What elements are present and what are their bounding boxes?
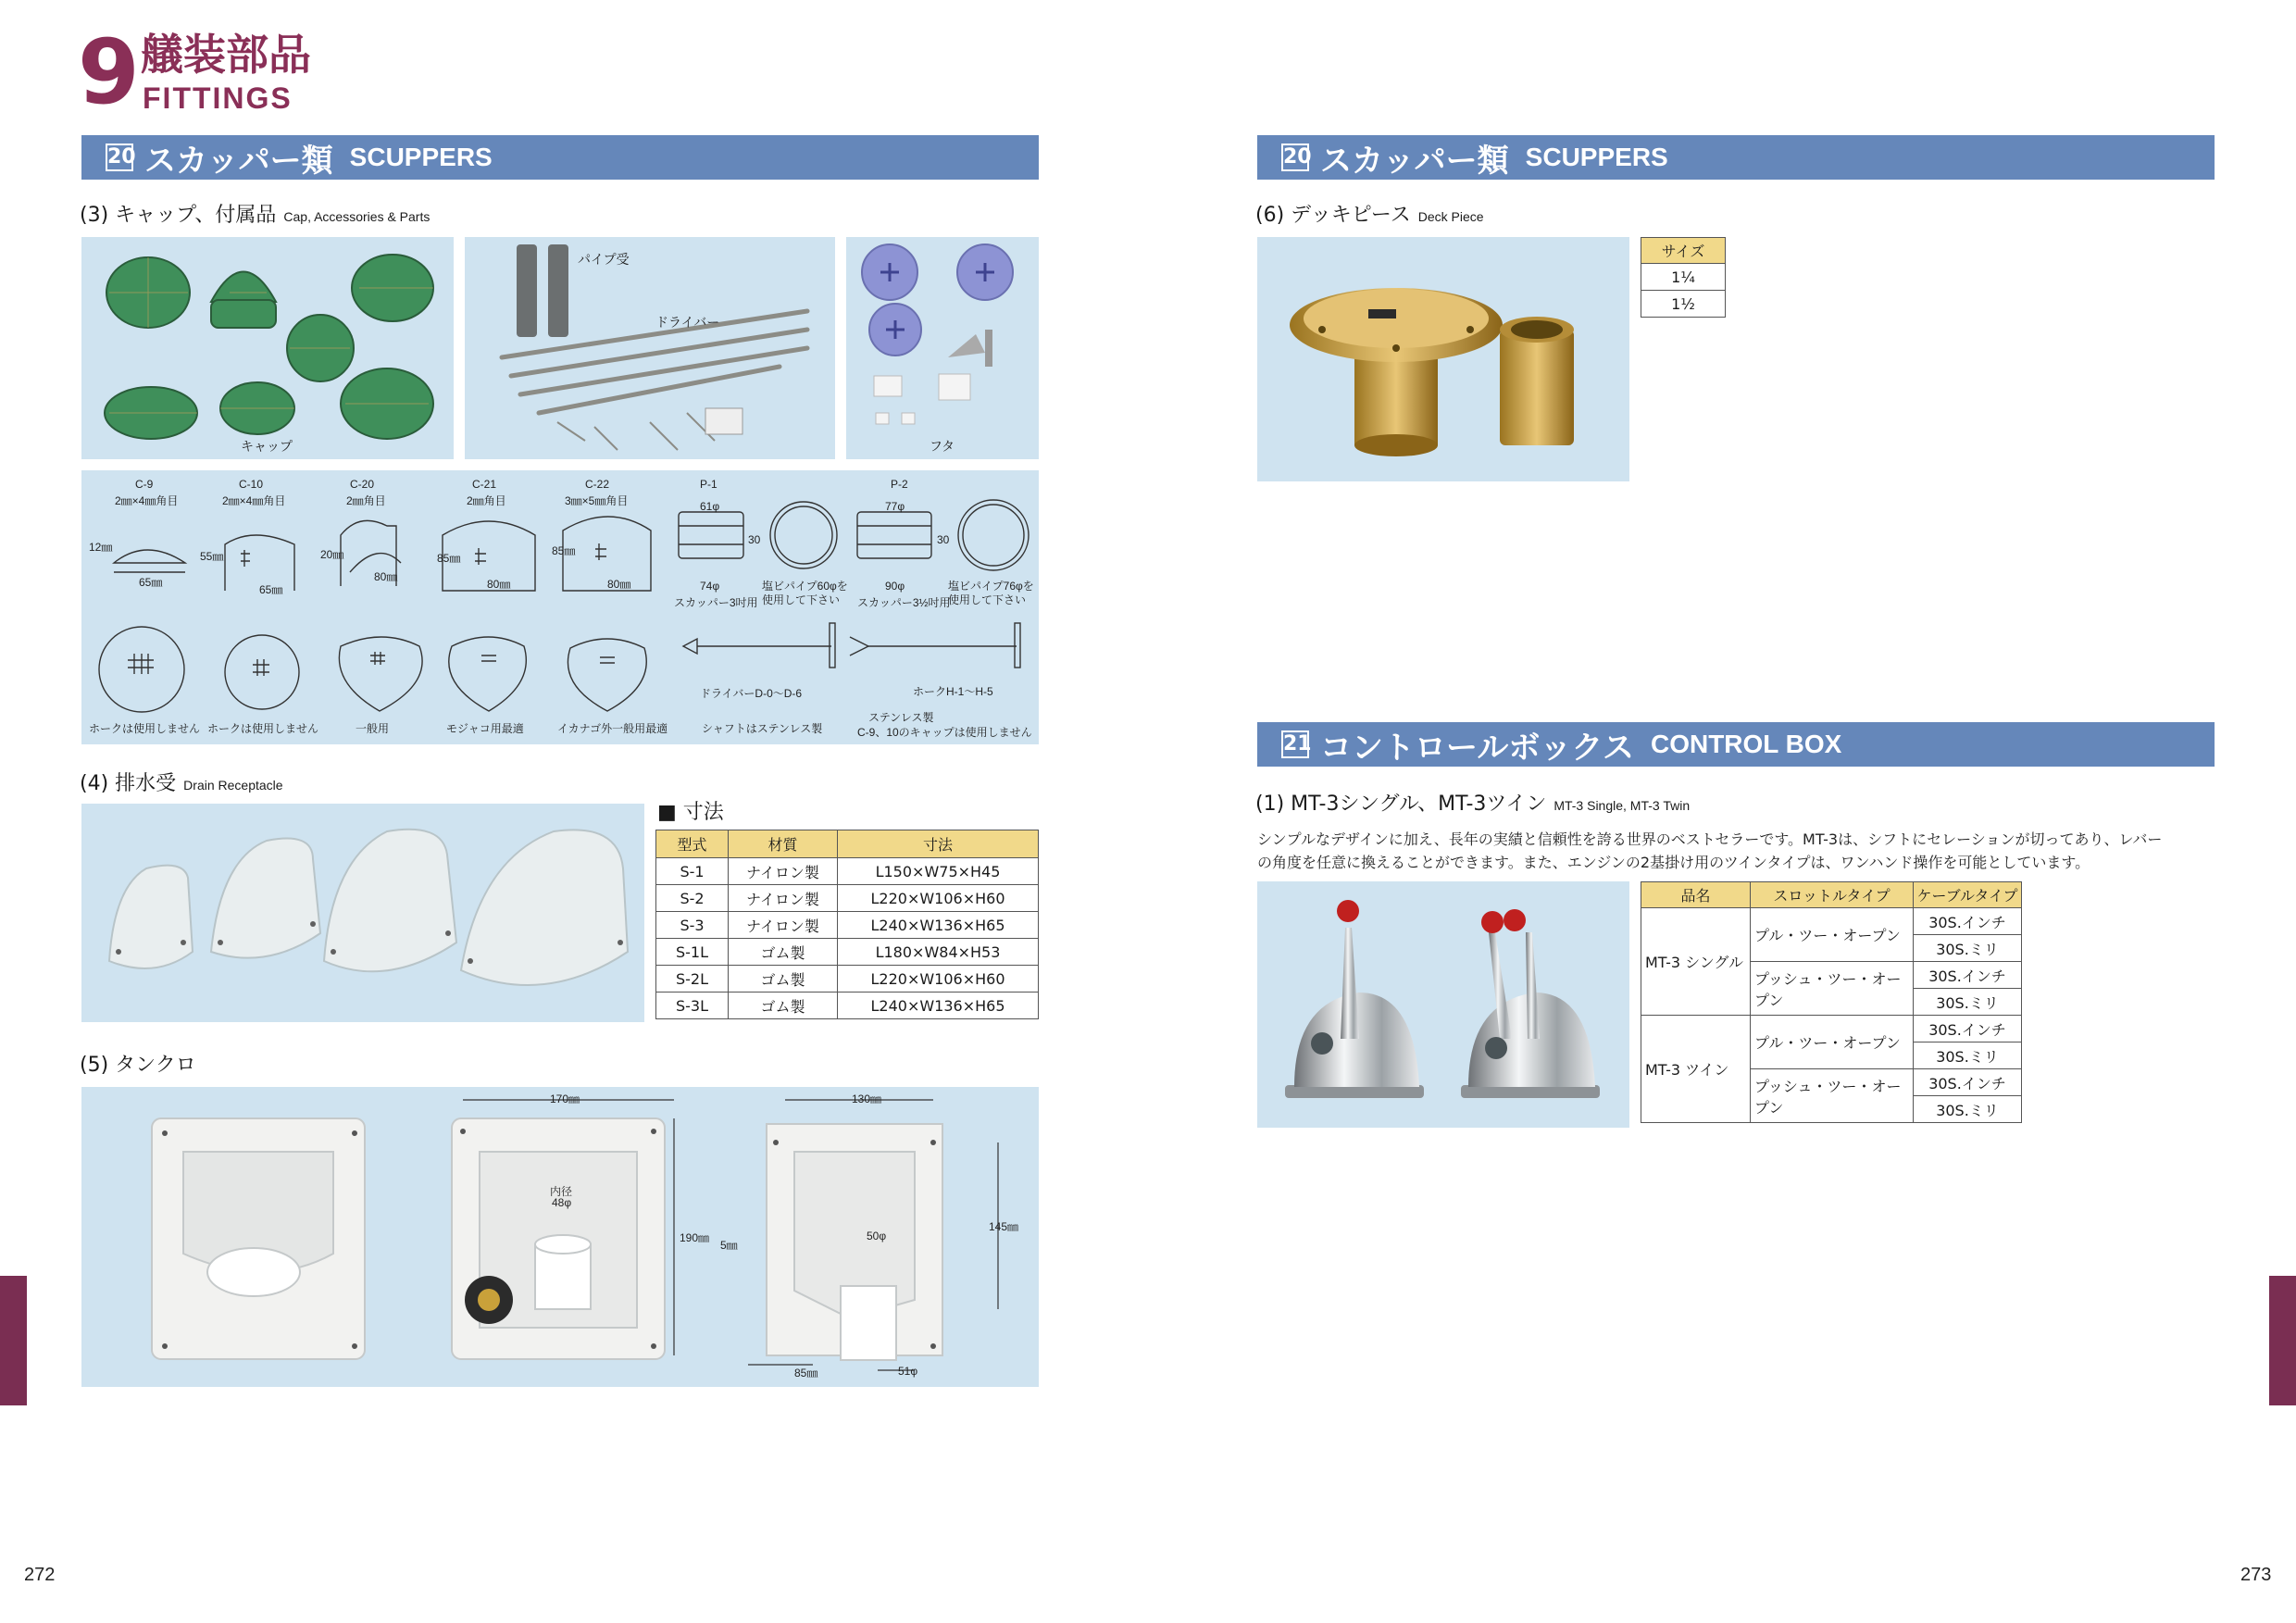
table-row: [1641, 1016, 2022, 1042]
caption-c22-note: イカナゴ外一般用最適: [557, 722, 668, 735]
table-row: [656, 858, 1039, 885]
subsection-4-title-en: Drain Receptacle: [183, 778, 283, 793]
col-header-product: 品名: [1641, 882, 1751, 908]
cell-dimension: L220×W106×H60: [838, 885, 1039, 912]
caption-shaft-note: シャフトはステンレス製: [702, 722, 823, 735]
dim-c20-height: 20㎜: [320, 548, 344, 561]
photo-tankuro: [81, 1087, 1039, 1387]
dim-c22-width: 80㎜: [607, 578, 631, 591]
drain-receptacle-illustration: [81, 804, 644, 1022]
tankuro-illustration: [81, 1087, 1039, 1387]
chapter-side-tab-left: [0, 1276, 27, 1405]
cell-throttle: プッシュ・ツー・オープン: [1751, 962, 1914, 1016]
dim-c9-width: 65㎜: [139, 576, 163, 589]
dim-c9-height: 12㎜: [89, 541, 113, 554]
dim-p1-bottom: 74φ: [700, 580, 720, 593]
dim-c20-width: 80㎜: [374, 570, 398, 583]
model-c10-label: C-10: [239, 478, 264, 491]
cell-model: S-2: [656, 885, 729, 912]
dim-p1-use: スカッパー3吋用: [674, 596, 758, 609]
caption-driver: ドライバー: [655, 316, 720, 331]
dim-c10-height: 55㎜: [200, 550, 224, 563]
cell-material: ゴム製: [729, 939, 838, 966]
cell-dimension: L240×W136×H65: [838, 993, 1039, 1019]
photo-caps: [81, 237, 454, 459]
section-title-en: SCUPPERS: [1525, 143, 1668, 171]
dim-hawk-range: ホークH-1～H-5: [913, 685, 993, 698]
chapter-subtitle: FITTINGS: [143, 81, 293, 115]
control-subsection-heading: [1255, 794, 1690, 815]
photo-pipe-driver: [465, 237, 835, 459]
subsection-3-title: (3) キャップ、付属品: [80, 204, 277, 227]
table-row: [1641, 264, 1726, 291]
caption-c9-note: ホークは使用しません: [89, 722, 201, 735]
col-header-model: 型式: [656, 830, 729, 858]
table-row: [1641, 908, 2022, 935]
caption-c21-note: モジャコ用最適: [446, 722, 524, 735]
deck-piece-size-table: [1641, 237, 1726, 318]
cell-cable: 30S.ミリ: [1914, 935, 2022, 962]
model-p1-label: P-1: [700, 478, 718, 491]
section-number: 20: [106, 144, 133, 171]
model-c20-label: C-20: [350, 478, 375, 491]
dim-c22-height: 85㎜: [552, 544, 576, 557]
subsection-6-title-en: Deck Piece: [1417, 209, 1484, 224]
col-header-throttle: スロットルタイプ: [1751, 882, 1914, 908]
section-banner-scuppers-left: [81, 135, 1039, 180]
section-title-jp: スカッパー類: [144, 142, 333, 180]
dim-tank-base: 85㎜: [794, 1367, 818, 1380]
dim-tank-outlet: 50φ: [867, 1230, 887, 1242]
cell-model: S-2L: [656, 966, 729, 993]
model-c22-spec: 3㎜×5㎜角目: [565, 494, 629, 507]
cell-material: ナイロン製: [729, 858, 838, 885]
model-c20-spec: 2㎜角目: [346, 494, 386, 507]
caption-cap: キャップ: [241, 440, 293, 455]
subsection-3-title-en: Cap, Accessories & Parts: [283, 209, 430, 224]
subsection-4-title: (4) 排水受: [80, 772, 177, 795]
cell-throttle: プッシュ・ツー・オープン: [1751, 1069, 1914, 1123]
subsection-5-heading: [80, 1055, 196, 1076]
model-c21-label: C-21: [472, 478, 497, 491]
subsection-6-heading: [1255, 206, 1484, 226]
subsection-4-heading: [80, 774, 283, 794]
control-description-line-1: シンプルなデザインに加え、長年の実績と信頼性を誇る世界のベストセラーです。MT-3は、シフトにセレーションが切ってあり、レバー: [1257, 830, 2163, 848]
cell-cable: 30S.インチ: [1914, 1016, 2022, 1042]
section-number: 21: [1281, 730, 1309, 758]
caption-c9-c10-note: C-9、10のキャップは使用しません: [857, 726, 1032, 739]
table-row: [656, 993, 1039, 1019]
table-row: [1641, 291, 1726, 318]
model-c9-spec: 2㎜×4㎜角目: [115, 494, 179, 507]
dim-p2-use: スカッパー3½吋用: [857, 596, 951, 609]
cell-cable: 30S.インチ: [1914, 1069, 2022, 1096]
caps-illustration: [81, 237, 454, 459]
dim-c21-width: 80㎜: [487, 578, 511, 591]
model-c9-label: C-9: [135, 478, 154, 491]
dim-tank-inner-diameter: 48φ: [552, 1196, 572, 1209]
col-header-size: サイズ: [1641, 238, 1726, 264]
section-banner-control-box: [1257, 722, 2215, 767]
cell-material: ゴム製: [729, 993, 838, 1019]
cell-product: MT-3 シングル: [1641, 908, 1751, 1016]
table-row: [656, 939, 1039, 966]
cell-product: MT-3 ツイン: [1641, 1016, 1751, 1123]
cell-dimension: L180×W84×H53: [838, 939, 1039, 966]
dim-tank-pipe: 51φ: [898, 1365, 918, 1378]
dim-p2-side: 30: [937, 533, 950, 546]
dim-tank-thickness: 5㎜: [720, 1239, 738, 1252]
caption-c20-note: 一般用: [356, 722, 390, 735]
dim-tank-width1: 170㎜: [550, 1092, 580, 1105]
col-header-dimension: 寸法: [838, 830, 1039, 858]
cell-size: 1½: [1641, 291, 1726, 318]
caption-lid: フタ: [930, 440, 955, 455]
cell-cable: 30S.インチ: [1914, 962, 2022, 989]
control-subsection-title: (1) MT-3シングル、MT-3ツイン: [1255, 793, 1547, 816]
photo-control-box: [1257, 881, 1629, 1128]
dim-p2-bottom: 90φ: [885, 580, 905, 593]
model-p2-label: P-2: [891, 478, 908, 491]
deck-piece-illustration: [1257, 237, 1629, 481]
dim-c21-height: 85㎜: [437, 552, 461, 565]
col-header-cable: ケーブルタイプ: [1914, 882, 2022, 908]
lids-illustration: [846, 237, 1039, 459]
subsection-6-title: (6) デッキピース: [1255, 204, 1411, 227]
control-box-spec-table: [1641, 881, 2022, 1123]
model-c21-spec: 2㎜角目: [467, 494, 506, 507]
page-number-left: 272: [24, 1565, 56, 1585]
subsection-3-heading: [80, 206, 430, 226]
cell-throttle: プル・ツー・オープン: [1751, 908, 1914, 962]
dim-c10-width: 65㎜: [259, 583, 283, 596]
control-subsection-title-en: MT-3 Single, MT-3 Twin: [1554, 798, 1691, 813]
table-row: [656, 885, 1039, 912]
control-box-illustration: [1257, 881, 1629, 1128]
dim-tank-inner: 内径: [550, 1185, 573, 1198]
cell-dimension: L220×W106×H60: [838, 966, 1039, 993]
section-title-jp: スカッパー類: [1320, 142, 1509, 180]
section-title-en: CONTROL BOX: [1650, 730, 1842, 758]
control-description: [1257, 828, 2220, 874]
cell-cable: 30S.インチ: [1914, 908, 2022, 935]
cell-cable: 30S.ミリ: [1914, 1042, 2022, 1069]
caption-pipe: パイプ受: [578, 253, 630, 268]
model-c22-label: C-22: [585, 478, 610, 491]
cell-model: S-3: [656, 912, 729, 939]
section-title-jp: コントロールボックス: [1320, 729, 1634, 767]
control-description-line-2: の角度を任意に換えることができます。また、エンジンの2基掛け用のツインタイプは、ワンハンド操作を可能としています。: [1257, 854, 2090, 871]
chapter-title: 艤装部品: [141, 30, 311, 80]
cell-material: ゴム製: [729, 966, 838, 993]
section-banner-scuppers-right: [1257, 135, 2215, 180]
col-header-material: 材質: [729, 830, 838, 858]
photo-drain-receptacle: [81, 804, 644, 1022]
dimension-table-title: ■ 寸法: [657, 801, 724, 824]
dim-driver-range: ドライバーD-0～D-6: [700, 687, 803, 700]
chapter-side-tab-right: [2269, 1276, 2296, 1405]
dim-tank-width2: 130㎜: [852, 1092, 882, 1105]
table-row: [656, 912, 1039, 939]
diagram-cap-dimensions: [81, 470, 1039, 744]
cell-throttle: プル・ツー・オープン: [1751, 1016, 1914, 1069]
dim-p2-top: 77φ: [885, 500, 905, 513]
model-c10-spec: 2㎜×4㎜角目: [222, 494, 286, 507]
drain-dimension-table: [655, 830, 1039, 1019]
photo-lids: [846, 237, 1039, 459]
cell-cable: 30S.ミリ: [1914, 1096, 2022, 1123]
cell-material: ナイロン製: [729, 885, 838, 912]
cell-cable: 30S.ミリ: [1914, 989, 2022, 1016]
chapter-number: 9: [78, 20, 136, 124]
section-title-en: SCUPPERS: [349, 143, 493, 171]
dim-p1-pipe-note: 塩ビパイプ60φを使用して下さい: [762, 580, 848, 606]
table-row: [656, 966, 1039, 993]
photo-deck-piece: [1257, 237, 1629, 481]
section-number: 20: [1281, 144, 1309, 171]
caption-stainless: ステンレス製: [868, 711, 934, 724]
cell-model: S-1L: [656, 939, 729, 966]
cell-model: S-3L: [656, 993, 729, 1019]
cell-dimension: L240×W136×H65: [838, 912, 1039, 939]
caption-c10-note: ホークは使用しません: [207, 722, 319, 735]
dim-tank-height1: 190㎜: [680, 1231, 710, 1244]
pipe-driver-illustration: [465, 237, 835, 459]
cell-material: ナイロン製: [729, 912, 838, 939]
dim-tank-height2: 145㎜: [989, 1220, 1019, 1233]
subsection-5-title: (5) タンクロ: [80, 1054, 196, 1077]
cell-model: S-1: [656, 858, 729, 885]
cell-dimension: L150×W75×H45: [838, 858, 1039, 885]
page-number-right: 273: [2240, 1565, 2272, 1585]
dim-p2-pipe-note: 塩ビパイプ76φを使用して下さい: [948, 580, 1034, 606]
dim-p1-side: 30: [748, 533, 761, 546]
cell-size: 1¼: [1641, 264, 1726, 291]
dim-p1-top: 61φ: [700, 500, 720, 513]
